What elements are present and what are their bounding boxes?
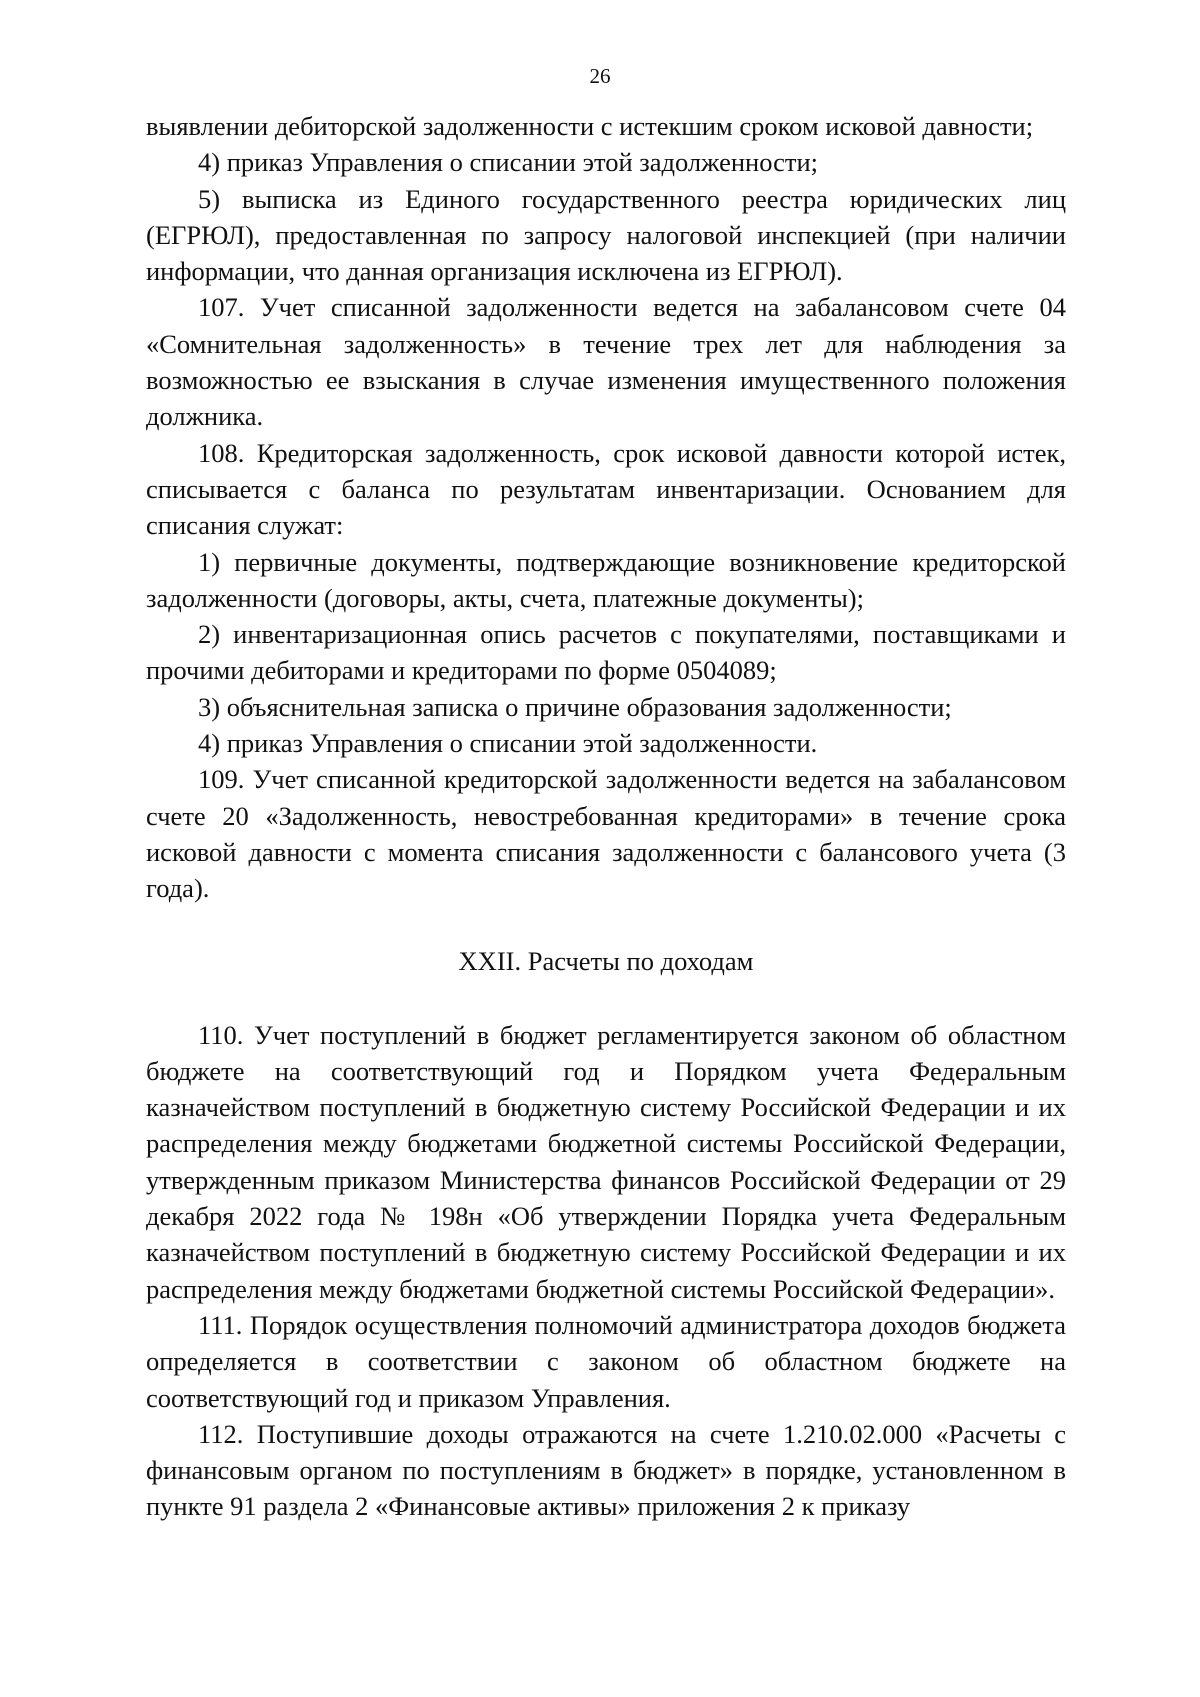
paragraph-110: 110. Учет поступлений в бюджет регламентируется законом об областном бюджете на соответствующий год и Порядком учета Федеральным казначейством поступлений в бюджетную систему Российской Федерации и их распределения между бюджетами бюджетной системы Российской Федерации, утвержденным приказом Министерства финансов Российской Федерации от 29 декабря 2022 года № 198н «Об утверждении Порядка учета Федеральным казначейством поступлений в бюджетную систему Российской Федерации и их распределения между бюджетами бюджетной системы Российской Федерации». (146, 1019, 1066, 1304)
paragraph-111: 111. Порядок осуществления полномочий администратора доходов бюджета определяется в соответствии с законом об областном бюджете на соответствующий год и приказом Управления. (146, 1309, 1066, 1413)
paragraph-continuation: выявлении дебиторской задолженности с истекшим сроком исковой давности; (146, 111, 1034, 141)
list-item-4-order-final: 4) приказ Управления о списании этой задолженности. (198, 728, 818, 759)
page-number: 26 (589, 64, 611, 88)
list-item-5-egrul: 5) выписка из Единого государственного реестра юридических лиц (ЕГРЮЛ), предоставленная по запросу налоговой инспекцией (при наличии информации, что данная организация исключена из ЕГРЮЛ). (146, 183, 1066, 287)
list-item-1-primary-docs: 1) первичные документы, подтверждающие возникновение кредиторской задолженности (договоры, акты, счета, платежные документы); (146, 546, 1066, 613)
list-item-3-explanatory-note: 3) объяснительная записка о причине образования задолженности; (198, 691, 952, 722)
paragraph-108: 108. Кредиторская задолженность, срок исковой давности которой истек, списывается с баланса по результатам инвентаризации. Основанием для списания служат: (146, 437, 1066, 541)
document-body (146, 108, 1066, 1525)
list-item-4-order: 4) приказ Управления о списании этой задолженности; (198, 147, 818, 178)
list-item-2-inventory: 2) инвентаризационная опись расчетов с покупателями, поставщиками и прочими дебиторами и кредиторами по форме 0504089; (146, 619, 1066, 686)
paragraph-109: 109. Учет списанной кредиторской задолженности ведется на забалансовом счете 20 «Задолженность, невостребованная кредиторами» в течение срока исковой давности с момента списания задолженности с балансового учета (3 года). (146, 764, 1066, 904)
paragraph-112: 112. Поступившие доходы отражаются на счете 1.210.02.000 «Расчеты с финансовым органом по поступлениям в бюджет» в порядке, установленном в пункте 91 раздела 2 «Финансовые активы» приложения 2 к приказу (146, 1418, 1066, 1522)
section-heading: XXII. Расчеты по доходам (458, 945, 754, 976)
paragraph-107: 107. Учет списанной задолженности ведется на забалансовом счете 04 «Сомнительная задолженность» в течение трех лет для наблюдения за возможностью ее взыскания в случае изменения имущественного положения должника. (146, 292, 1066, 432)
